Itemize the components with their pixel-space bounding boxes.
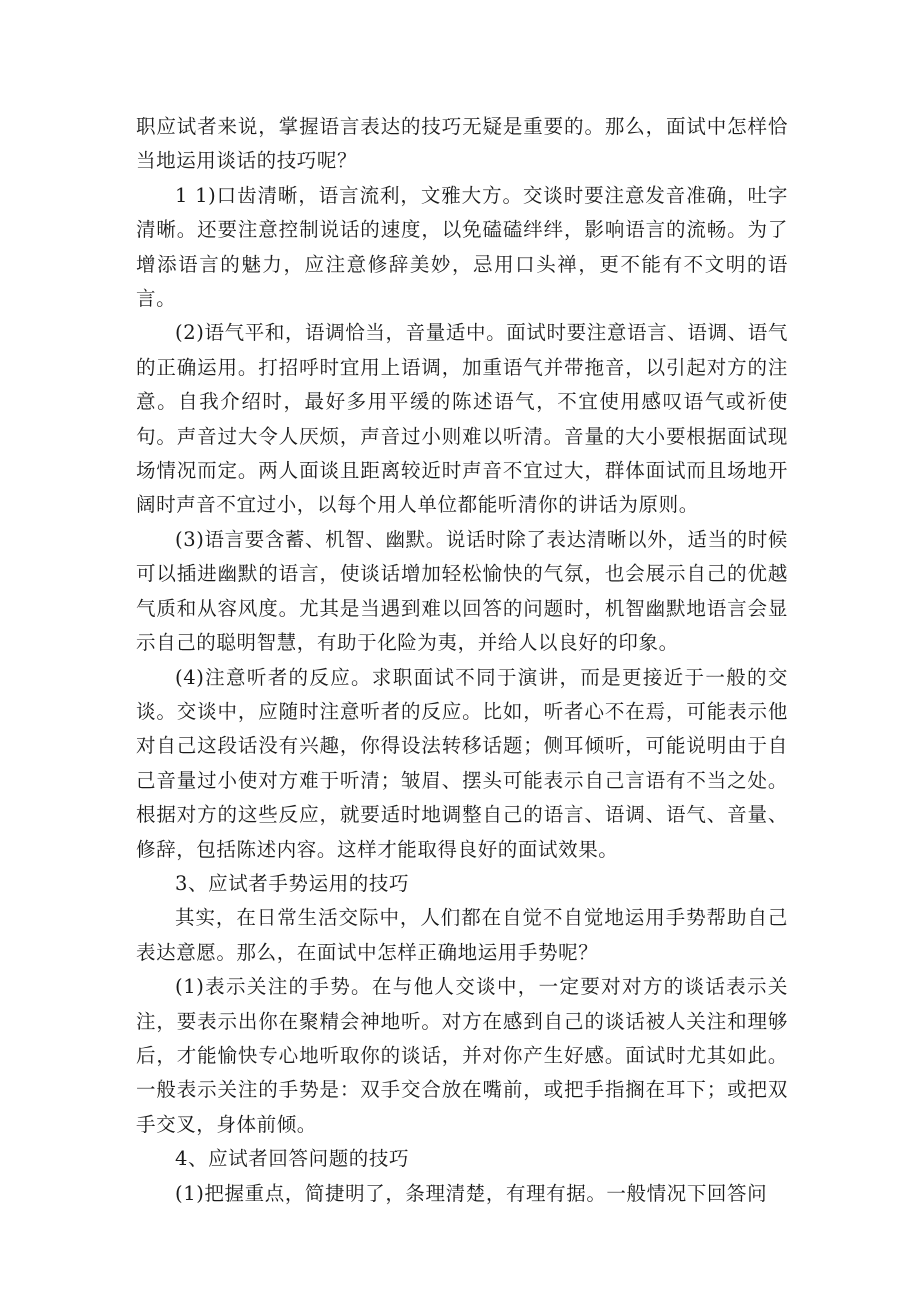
paragraph-point-4-listener-reaction: (4)注意听者的反应。求职面试不同于演讲，而是更接近于一般的交谈。交谈中，应随时注意听者的反应。比如，听者心不在焉，可能表示他对自己这段话没有兴趣，你得设法转移话题；侧耳倾听，可能说明由于自己音量过小使对方难于听清；皱眉、摆头可能表示自己言语有不当之处。根据对方的这些反应，就要适时地调整自己的语言、语调、语气、音量、修辞，包括陈述内容。这样才能取得良好的面试效果。 — [136, 665, 788, 861]
paragraph-point-3-humor: (3)语言要含蓄、机智、幽默。说话时除了表达清晰以外，适当的时候可以插进幽默的语言，使谈话增加轻松愉快的气氛，也会展示自己的优越气质和从容风度。尤其是当遇到难以回答的问题时，机智幽默地语言会显示自己的聪明智慧，有助于化险为夷，并给人以良好的印象。 — [136, 527, 788, 655]
paragraph-attention-gesture: (1)表示关注的手势。在与他人交谈中，一定要对对方的谈话表示关注，要表示出你在聚精会神地听。对方在感到自己的谈话被人关注和理够后，才能愉快专心地听取你的谈话，并对你产生好感。面试时尤其如此。一般表示关注的手势是：双手交合放在嘴前，或把手指搁在耳下；或把双手交叉，身体前倾。 — [136, 975, 788, 1136]
section-heading-gestures: 3、应试者手势运用的技巧 — [175, 871, 410, 895]
paragraph-answering-point-1: (1)把握重点，简捷明了，条理清楚，有理有据。一般情况下回答问 — [175, 1181, 768, 1205]
paragraph-gestures-intro: 其实，在日常生活交际中，人们都在自觉不自觉地运用手势帮助自己表达意愿。那么，在面试中怎样正确地运用手势呢？ — [136, 906, 788, 964]
paragraph-continuation: 职应试者来说，掌握语言表达的技巧无疑是重要的。那么，面试中怎样恰当地运用谈话的技巧呢？ — [136, 115, 788, 173]
document-body — [136, 110, 788, 1211]
paragraph-point-2-tone: (2)语气平和，语调恰当，音量适中。面试时要注意语言、语调、语气的正确运用。打招呼时宜用上语调，加重语气并带拖音，以引起对方的注意。自我介绍时，最好多用平缓的陈述语气，不宜使用感叹语气或祈使句。声音过大令人厌烦，声音过小则难以听清。音量的大小要根据面试现场情况而定。两人面谈且距离较近时声音不宜过大，群体面试而且场地开阔时声音不宜过小，以每个用人单位都能听清你的讲话为原则。 — [136, 321, 788, 517]
paragraph-point-1-articulation: 1 1)口齿清晰，语言流利，文雅大方。交谈时要注意发音准确，吐字清晰。还要注意控制说话的速度，以免磕磕绊绊，影响语言的流畅。为了增添语言的魅力，应注意修辞美妙，忌用口头禅，更不能有不文明的语言。 — [136, 183, 788, 311]
section-heading-answering: 4、应试者回答问题的技巧 — [175, 1147, 410, 1171]
